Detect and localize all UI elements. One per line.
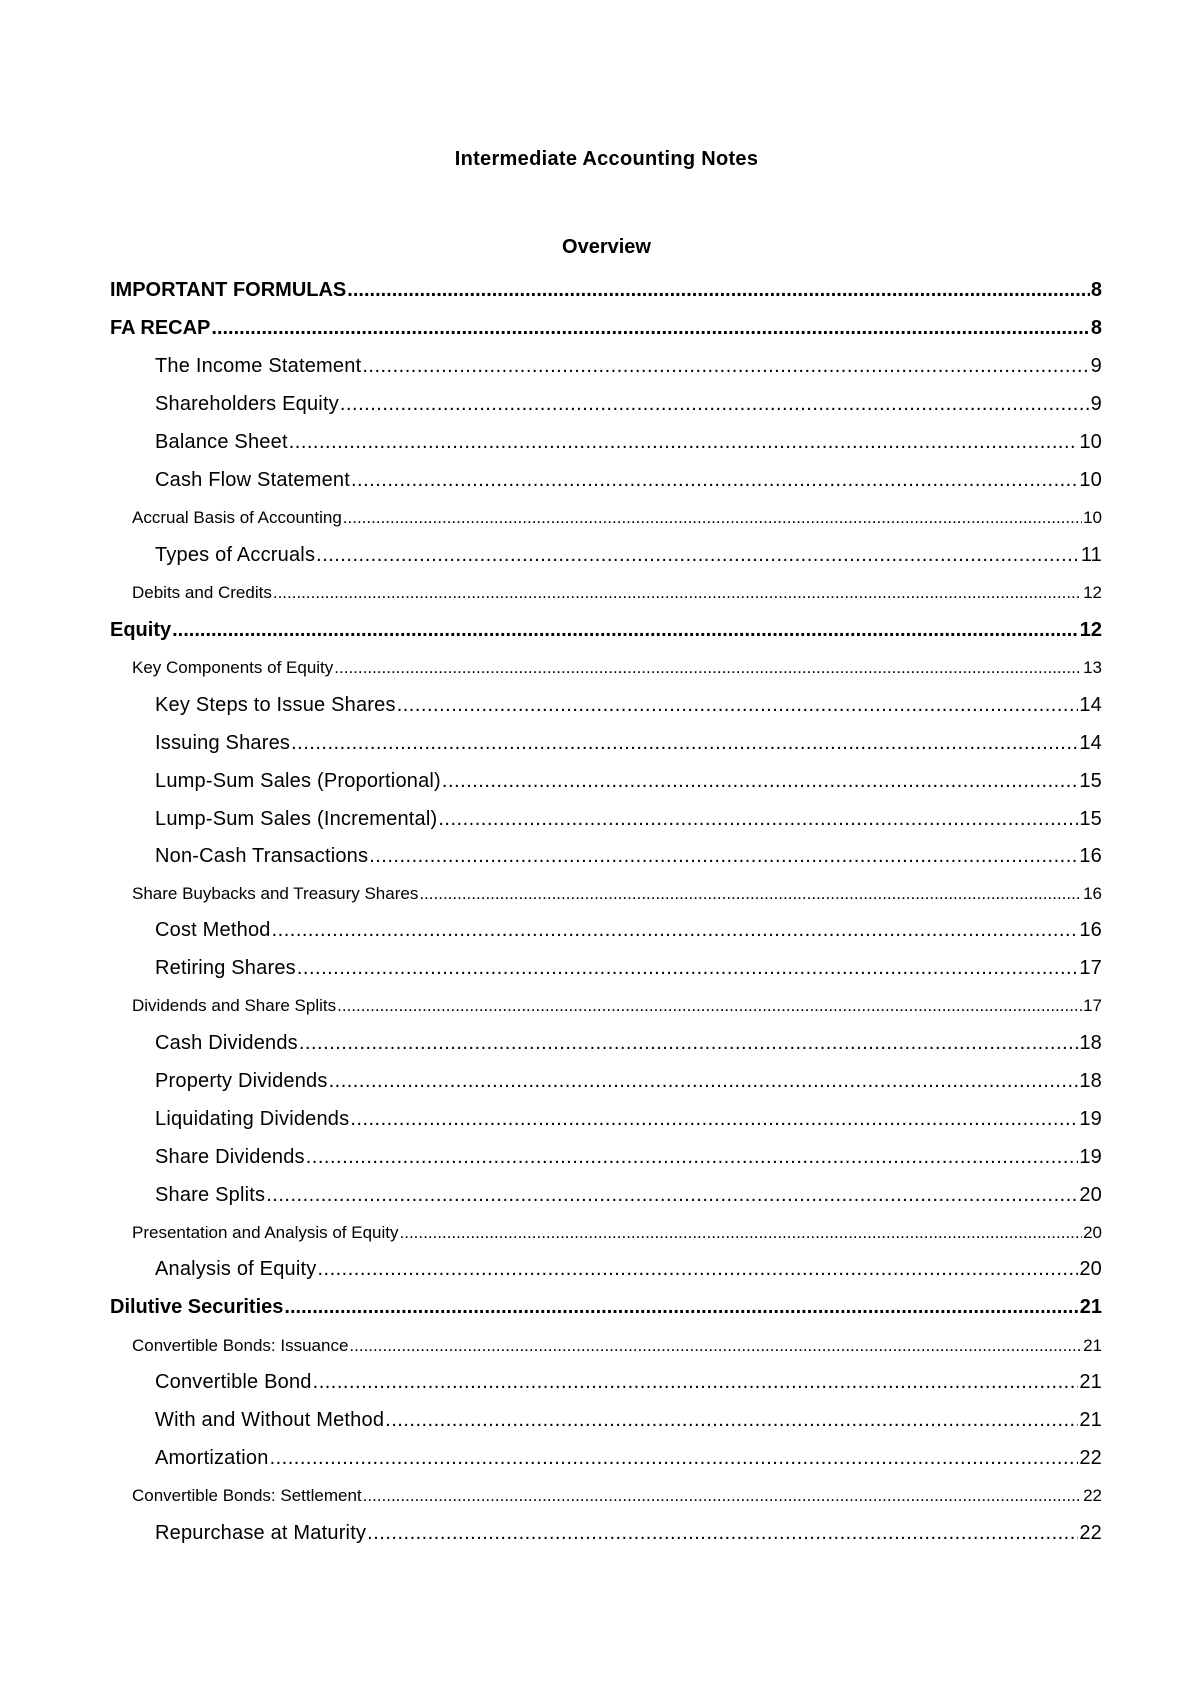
toc-dot-leader (351, 469, 1078, 492)
toc-entry-label: Key Components of Equity (132, 658, 334, 677)
toc-entry-label: Share Dividends (155, 1146, 305, 1168)
toc-entry-label: Convertible Bonds: Settlement (132, 1486, 362, 1505)
toc-entry-label: Balance Sheet (155, 431, 288, 453)
toc-dot-leader (270, 1447, 1079, 1470)
toc-entry-label: Equity (110, 619, 172, 641)
toc-dot-leader (349, 1336, 1082, 1356)
toc-entry[interactable] (110, 469, 1102, 492)
toc-entry[interactable] (110, 508, 1102, 528)
toc-dot-leader (442, 770, 1078, 793)
toc-dot-leader (343, 508, 1082, 528)
toc-entry-page-number: 9 (1090, 355, 1102, 377)
toc-dot-leader (266, 1184, 1078, 1207)
toc-entry-page-number: 15 (1079, 770, 1102, 792)
toc-dot-leader (367, 1522, 1078, 1545)
toc-entry-page-number: 19 (1079, 1146, 1102, 1168)
toc-entry-page-number: 14 (1079, 694, 1102, 716)
toc-entry-page-number: 20 (1079, 1184, 1102, 1206)
toc-entry[interactable] (110, 658, 1102, 678)
toc-entry[interactable] (110, 1146, 1102, 1169)
toc-entry-label: Retiring Shares (155, 957, 296, 979)
toc-entry-label: Presentation and Analysis of Equity (132, 1223, 399, 1242)
toc-entry[interactable] (110, 1522, 1102, 1545)
toc-entry-label: With and Without Method (155, 1409, 385, 1431)
toc-entry-label: Dilutive Securities (110, 1296, 284, 1318)
toc-dot-leader (337, 996, 1082, 1016)
toc-entry-page-number: 21 (1083, 1336, 1102, 1355)
toc-entry[interactable] (110, 957, 1102, 980)
toc-entry[interactable] (110, 1296, 1102, 1319)
toc-dot-leader (419, 884, 1082, 904)
toc-entry-page-number: 22 (1079, 1447, 1102, 1469)
toc-entry-page-number: 15 (1079, 808, 1102, 830)
toc-entry[interactable] (110, 279, 1102, 302)
toc-entry-page-number: 13 (1083, 658, 1102, 677)
toc-entry[interactable] (110, 1371, 1102, 1394)
toc-entry-page-number: 20 (1079, 1258, 1102, 1280)
toc-dot-leader (334, 658, 1082, 678)
toc-entry-label: The Income Statement (155, 355, 362, 377)
toc-dot-leader (385, 1409, 1078, 1432)
toc-entry-label: FA RECAP (110, 317, 211, 339)
toc-entry-page-number: 10 (1079, 469, 1102, 491)
toc-dot-leader (363, 1486, 1082, 1506)
toc-entry-page-number: 10 (1079, 431, 1102, 453)
toc-dot-leader (369, 845, 1078, 868)
toc-entry[interactable] (110, 919, 1102, 942)
toc-entry-page-number: 8 (1090, 317, 1102, 339)
toc-entry-label: Cash Dividends (155, 1032, 298, 1054)
toc-entry-label: Shareholders Equity (155, 393, 339, 415)
toc-entry[interactable] (110, 1486, 1102, 1506)
toc-entry[interactable] (110, 1070, 1102, 1093)
toc-entry-page-number: 16 (1083, 884, 1102, 903)
toc-dot-leader (172, 619, 1079, 642)
toc-entry[interactable] (110, 884, 1102, 904)
toc-dot-leader (272, 919, 1079, 942)
toc-dot-leader (316, 544, 1080, 567)
toc-entry-page-number: 19 (1079, 1108, 1102, 1130)
toc-entry-label: Debits and Credits (132, 583, 272, 602)
toc-entry-page-number: 8 (1090, 279, 1102, 301)
toc-entry-page-number: 10 (1083, 508, 1102, 527)
toc-entry-page-number: 9 (1090, 393, 1102, 415)
toc-entry[interactable] (110, 996, 1102, 1016)
toc-entry[interactable] (110, 694, 1102, 717)
toc-entry-page-number: 12 (1079, 619, 1102, 641)
toc-entry[interactable] (110, 583, 1102, 603)
toc-entry-page-number: 11 (1080, 544, 1102, 566)
toc-dot-leader (438, 808, 1078, 831)
toc-entry-page-number: 17 (1079, 957, 1102, 979)
toc-dot-leader (273, 583, 1082, 603)
toc-entry-label: Repurchase at Maturity (155, 1522, 367, 1544)
toc-entry[interactable] (110, 1108, 1102, 1131)
toc-entry-label: Share Splits (155, 1184, 266, 1206)
toc-dot-leader (313, 1371, 1079, 1394)
toc-dot-leader (289, 431, 1079, 454)
toc-dot-leader (306, 1146, 1079, 1169)
toc-entry-page-number: 16 (1079, 919, 1102, 941)
toc-entry[interactable] (110, 393, 1102, 416)
toc-dot-leader (291, 732, 1078, 755)
toc-entry-label: Amortization (155, 1447, 269, 1469)
toc-dot-leader (284, 1296, 1078, 1319)
toc-dot-leader (340, 393, 1090, 416)
toc-dot-leader (347, 279, 1090, 302)
toc-dot-leader (317, 1258, 1078, 1281)
toc-dot-leader (297, 957, 1079, 980)
toc-entry[interactable] (110, 732, 1102, 755)
toc-entry[interactable] (110, 1258, 1102, 1281)
toc-entry-label: Issuing Shares (155, 732, 291, 754)
toc-entry[interactable] (110, 808, 1102, 831)
toc-entry[interactable] (110, 619, 1102, 642)
toc-entry-label: Convertible Bonds: Issuance (132, 1336, 349, 1355)
toc-entry[interactable] (110, 845, 1102, 868)
toc-entry-label: Cash Flow Statement (155, 469, 350, 491)
toc-entry[interactable] (110, 1447, 1102, 1470)
toc-dot-leader (350, 1108, 1078, 1131)
toc-dot-leader (400, 1223, 1083, 1243)
toc-entry-page-number: 18 (1079, 1032, 1102, 1054)
toc-entry-label: Lump-Sum Sales (Proportional) (155, 770, 441, 792)
toc-entry-label: IMPORTANT FORMULAS (110, 279, 347, 301)
toc-entry-label: Analysis of Equity (155, 1258, 317, 1280)
toc-entry-page-number: 22 (1079, 1522, 1102, 1544)
toc-entry-label: Non-Cash Transactions (155, 845, 369, 867)
toc-entry-page-number: 14 (1079, 732, 1102, 754)
toc-entry-label: Property Dividends (155, 1070, 328, 1092)
toc-entry-page-number: 16 (1079, 845, 1102, 867)
toc-entry[interactable] (110, 1032, 1102, 1055)
toc-entry-page-number: 21 (1079, 1409, 1102, 1431)
toc-entry-page-number: 12 (1083, 583, 1102, 602)
toc-entry[interactable] (110, 1223, 1102, 1243)
toc-dot-leader (299, 1032, 1078, 1055)
toc-entry-page-number: 21 (1079, 1371, 1102, 1393)
toc-entry[interactable] (110, 1184, 1102, 1207)
document-title: Intermediate Accounting Notes (454, 148, 759, 170)
overview-heading: Overview (562, 236, 651, 258)
toc-entry[interactable] (110, 1336, 1102, 1356)
toc-entry-label: Cost Method (155, 919, 271, 941)
toc-entry[interactable] (110, 317, 1102, 340)
toc-entry-label: Types of Accruals (155, 544, 316, 566)
toc-entry-label: Key Steps to Issue Shares (155, 694, 396, 716)
toc-dot-leader (211, 317, 1089, 340)
toc-entry-page-number: 18 (1079, 1070, 1102, 1092)
toc-entry[interactable] (110, 1409, 1102, 1432)
toc-entry[interactable] (110, 431, 1102, 454)
toc-entry-page-number: 17 (1083, 996, 1102, 1015)
toc-entry-page-number: 21 (1079, 1296, 1102, 1318)
toc-entry-label: Convertible Bond (155, 1371, 312, 1393)
toc-entry[interactable] (110, 355, 1102, 378)
toc-entry[interactable] (110, 770, 1102, 793)
toc-entry-page-number: 20 (1083, 1223, 1102, 1242)
toc-entry[interactable] (110, 544, 1102, 567)
toc-dot-leader (329, 1070, 1079, 1093)
toc-dot-leader (397, 694, 1079, 717)
toc-entry-label: Liquidating Dividends (155, 1108, 350, 1130)
toc-entry-page-number: 22 (1083, 1486, 1102, 1505)
toc-dot-leader (362, 355, 1089, 378)
toc-entry-label: Dividends and Share Splits (132, 996, 337, 1015)
toc-entry-label: Lump-Sum Sales (Incremental) (155, 808, 438, 830)
toc-entry-label: Accrual Basis of Accounting (132, 508, 342, 527)
toc-entry-label: Share Buybacks and Treasury Shares (132, 884, 419, 903)
